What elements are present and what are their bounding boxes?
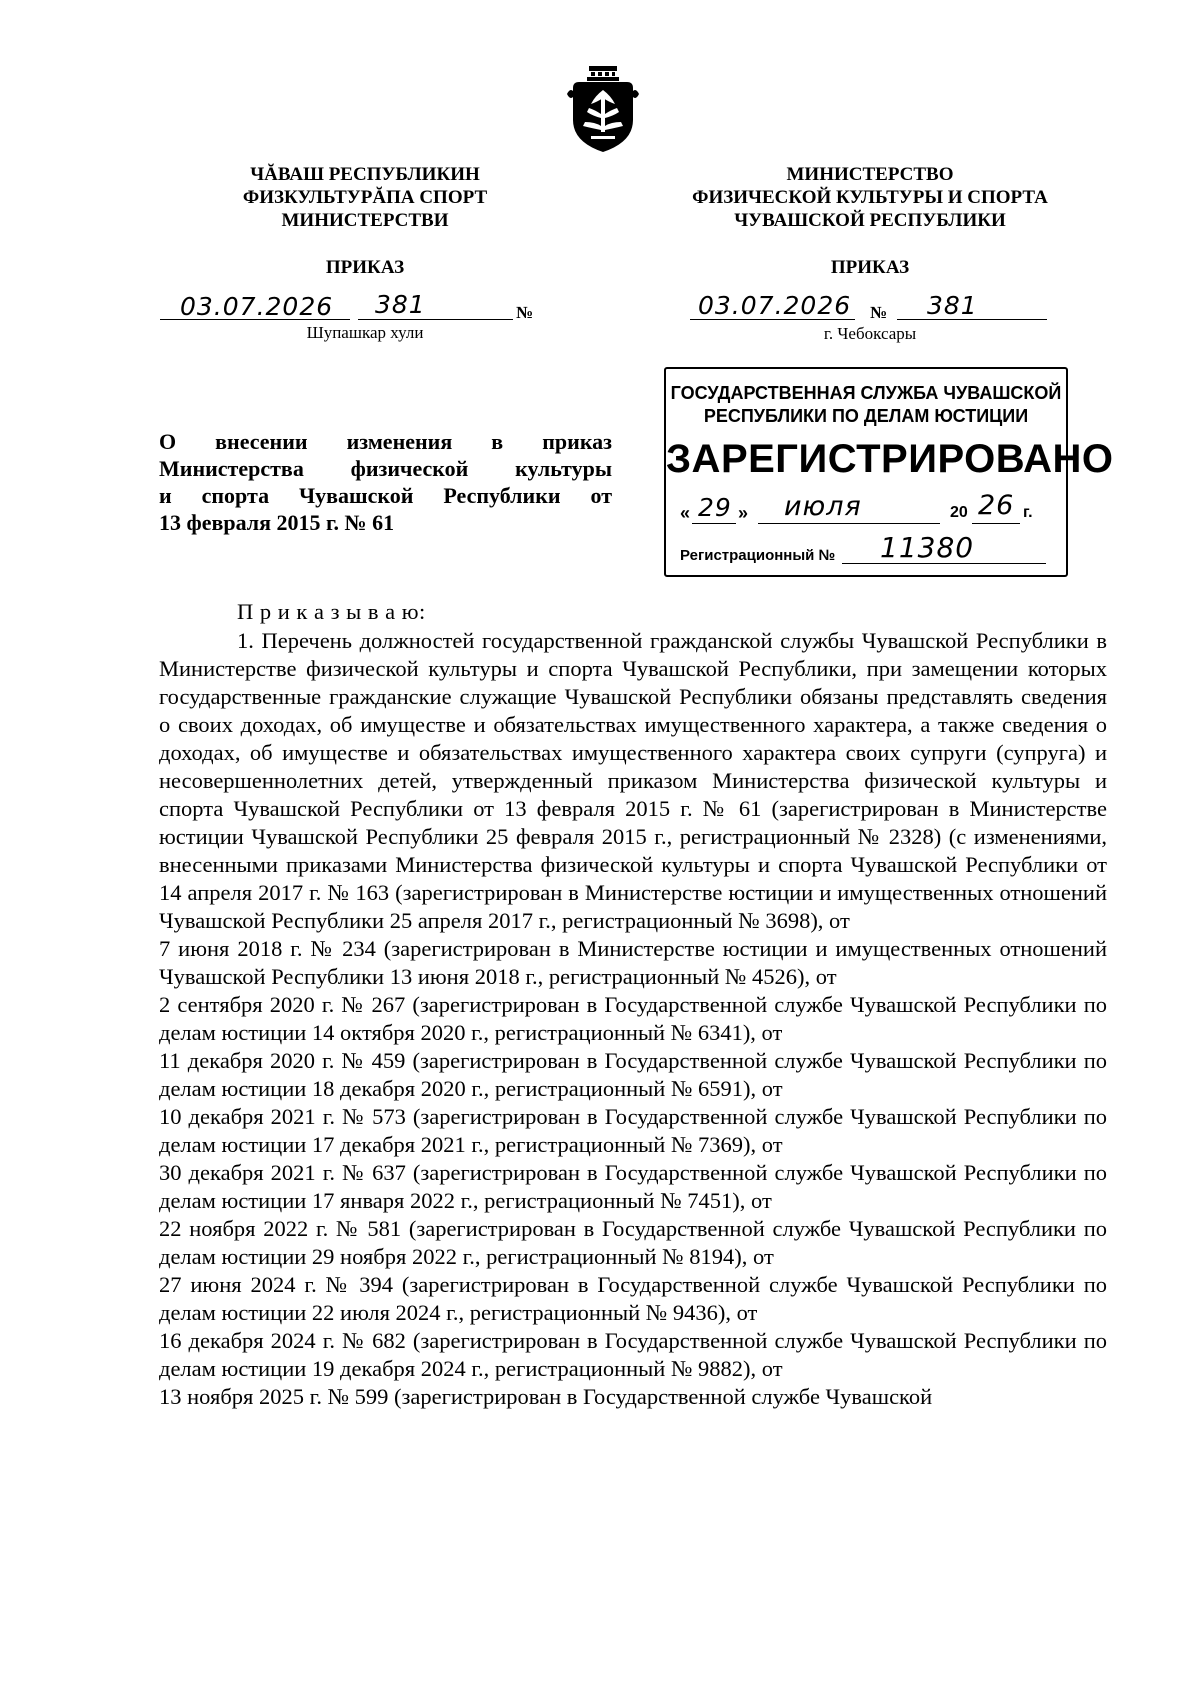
paragraph-8: 27 июня 2024 г. № 394 (зарегистрирован в Государственной службе Чувашской Республики по делам юстиции 22 июля 2024 г., регистрационный № 9436), от [159, 1272, 1107, 1325]
stamp-day-underline [692, 523, 736, 524]
left-header-line-2: ФИЗКУЛЬТУРĂПА СПОРТ [242, 187, 488, 208]
left-header [200, 163, 530, 232]
title-line-3: и спорта Чувашской Республики от [159, 483, 612, 508]
right-number-underline [897, 319, 1047, 320]
paragraph-2: 7 июня 2018 г. № 234 (зарегистрирован в Министерстве юстиции и имущественных отношений Чувашской Республики 13 июня 2018 г., регистрационный № 4526), от [159, 936, 1107, 989]
stamp-month-underline [758, 523, 940, 524]
right-order-number: 381 [927, 291, 978, 320]
stamp-status: ЗАРЕГИСТРИРОВАНО [666, 437, 1114, 481]
stamp-month: июля [784, 491, 862, 522]
left-number-sign: № [516, 303, 534, 322]
left-date-underline [160, 319, 350, 320]
document-body [159, 627, 1107, 1411]
left-city: Шупашкар хули [306, 323, 424, 342]
chuvash-coat-of-arms-icon [565, 64, 641, 156]
paragraph-1: 1. Перечень должностей государственной гражданской службы Чувашской Республики в Министерстве физической культуры и спорта Чувашской Республики, при замещении которых государственные гражданские служащие Чувашской Республики обязаны представлять сведения о своих доходах, об имуществе и обязательствах имущественного характера, а также сведения о доходах, об имуществе и обязательствах имущественного характера своих супруги (супруга) и несовершеннолетних детей, утвержденный приказом Министерства физической культуры и спорта Чувашской Республики от 13 февраля 2015 г. № 61 (зарегистрирован в Министерстве юстиции Чувашской Республики 25 февраля 2015 г., регистрационный № 2328) (с изменениями, внесенными приказами Министерства физической культуры и спорта Чувашской Республики от 14 апреля 2017 г. № 163 (зарегистрирован в Министерстве юстиции и имущественных отношений Чувашской Республики 25 апреля 2017 г., регистрационный № 3698), от [159, 628, 1107, 933]
stamp-line-1: ГОСУДАРСТВЕННАЯ СЛУЖБА ЧУВАШСКОЙ [670, 383, 1062, 403]
stamp-quote-open: « [680, 503, 691, 523]
title-line-2: Министерства физической культуры [159, 456, 612, 481]
title-line-4: 13 февраля 2015 г. № 61 [159, 510, 395, 535]
left-order-label: ПРИКАЗ [325, 257, 405, 278]
stamp-line-2: РЕСПУБЛИКИ ПО ДЕЛАМ ЮСТИЦИИ [703, 406, 1029, 426]
right-header-line-2: ФИЗИЧЕСКОЙ КУЛЬТУРЫ И СПОРТА [692, 187, 1048, 208]
paragraph-3: 2 сентября 2020 г. № 267 (зарегистрирован в Государственной службе Чувашской Республики по делам юстиции 14 октября 2020 г., регистрационный № 6341), от [159, 992, 1107, 1045]
paragraph-5: 10 декабря 2021 г. № 573 (зарегистрирован в Государственной службе Чувашской Республики по делам юстиции 17 декабря 2021 г., регистрационный № 7369), от [159, 1104, 1107, 1157]
right-date-underline [690, 319, 855, 320]
order-word: П р и к а з ы в а ю: [237, 599, 426, 624]
left-header-line-1: ЧĂВАШ РЕСПУБЛИКИН [250, 164, 480, 185]
document-title [159, 428, 612, 536]
right-city: г. Чебоксары [823, 324, 917, 343]
coat-of-arms-emblem [565, 64, 641, 156]
paragraph-4: 11 декабря 2020 г. № 459 (зарегистрирован в Государственной службе Чувашской Республики по делам юстиции 18 декабря 2020 г., регистрационный № 6591), от [159, 1048, 1107, 1101]
stamp-year: 26 [978, 490, 1015, 521]
paragraph-10: 13 ноября 2025 г. № 599 (зарегистрирован в Государственной службе Чувашской [159, 1384, 933, 1409]
left-order-number: 381 [375, 290, 426, 319]
right-order-date: 03.07.2026 [698, 291, 852, 320]
paragraph-6: 30 декабря 2021 г. № 637 (зарегистрирован в Государственной службе Чувашской Республики по делам юстиции 17 января 2022 г., регистрационный № 7451), от [159, 1160, 1107, 1213]
title-line-1: О внесении изменения в приказ [159, 429, 612, 454]
stamp-reg-label: Регистрационный № [680, 547, 836, 564]
stamp-year-suffix: г. [1023, 504, 1033, 521]
right-header-line-1: МИНИСТЕРСТВО [786, 164, 954, 185]
stamp-year-prefix: 20 [950, 504, 968, 521]
stamp-reg-underline [842, 563, 1046, 564]
registration-stamp [664, 367, 1114, 577]
right-header [660, 163, 1080, 232]
stamp-quote-close: » [738, 503, 749, 523]
right-header-line-3: ЧУВАШСКОЙ РЕСПУБЛИКИ [734, 210, 1006, 231]
stamp-reg-number: 11380 [880, 531, 975, 564]
left-order-date: 03.07.2026 [180, 292, 334, 321]
right-number-sign: № [870, 303, 888, 322]
right-order-label: ПРИКАЗ [830, 257, 910, 278]
paragraph-9: 16 декабря 2024 г. № 682 (зарегистрирован в Государственной службе Чувашской Республики по делам юстиции 19 декабря 2024 г., регистрационный № 9882), от [159, 1328, 1107, 1381]
paragraph-7: 22 ноября 2022 г. № 581 (зарегистрирован в Государственной службе Чувашской Республики по делам юстиции 29 ноября 2022 г., регистрационный № 8194), от [159, 1216, 1107, 1269]
stamp-day: 29 [698, 493, 732, 522]
left-number-underline [358, 319, 513, 320]
left-header-line-3: МИНИСТЕРСТВИ [281, 210, 449, 231]
stamp-year-underline [972, 523, 1020, 524]
